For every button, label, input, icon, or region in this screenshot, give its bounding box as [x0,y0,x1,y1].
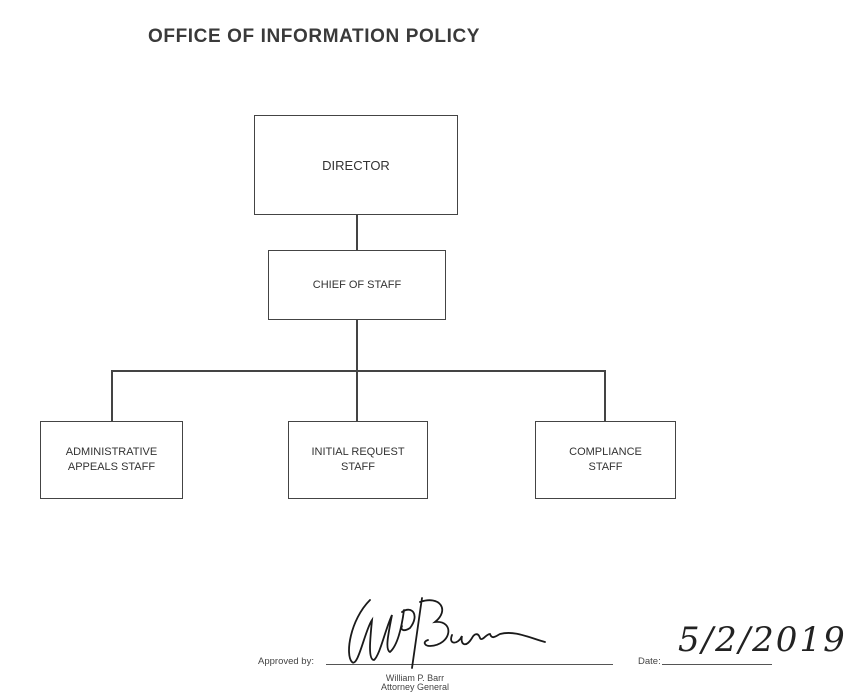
approved-by-label: Approved by: [258,656,314,667]
handwritten-date: 5/2/2019 [678,620,847,660]
org-box-chief-of-staff [268,250,446,320]
date-line [662,664,772,665]
signatory-name: William P. Barr [385,673,445,683]
page-title: OFFICE OF INFORMATION POLICY [148,26,481,47]
unit-label-line1: ADMINISTRATIVE [65,446,158,458]
unit-label-line2: APPEALS STAFF [67,461,156,473]
unit-label-line2: STAFF [340,461,375,473]
chief-of-staff-label: CHIEF OF STAFF [312,278,402,291]
org-box-initial-request [288,421,428,499]
unit-label-line2: STAFF [588,461,623,473]
unit-label-line1: COMPLIANCE [569,446,642,458]
director-label: DIRECTOR [322,157,390,173]
org-box-director [254,115,458,215]
connector-drop-left [111,370,113,421]
connector-director-chief [356,214,358,250]
unit-label-line1: INITIAL REQUEST [311,446,405,458]
signatory-title: Attorney General [380,682,450,692]
connector-chief-bus [356,319,358,371]
org-box-compliance [535,421,676,499]
date-label: Date: [638,656,661,667]
connector-horizontal-bus [111,370,606,372]
connector-drop-middle [356,370,358,421]
connector-drop-right [604,370,606,421]
org-box-administrative-appeals [40,421,183,499]
signature-image [340,590,570,675]
